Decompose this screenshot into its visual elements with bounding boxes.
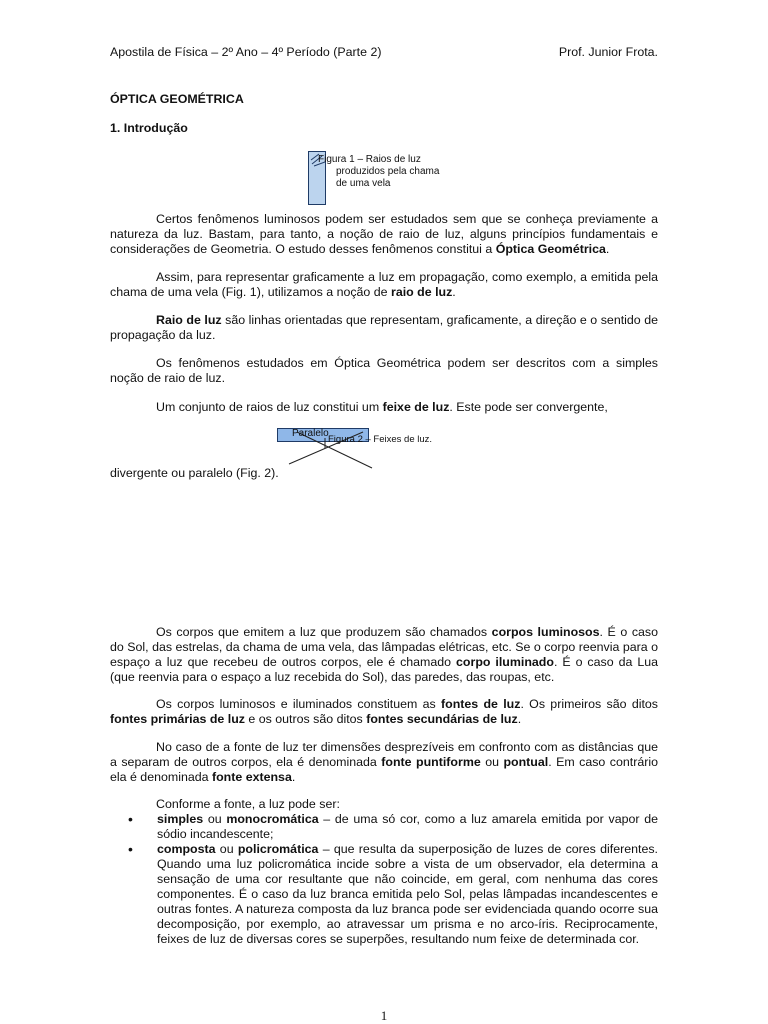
figure2-caption: Figura 2 – Feixes de luz. [328,434,433,445]
paragraph-5: Um conjunto de raios de luz constitui um feixe de luz. Este pode ser convergente, [156,400,608,414]
figure1-caption [318,154,452,190]
paragraph-8: No caso de a fonte de luz ter dimensões desprezíveis em confronto com as distâncias que a separam de outros corpos, ela é denominada fonte puntiforme ou pontual. Em caso contrário ela é denominada fonte extensa. [110,740,658,784]
bullet-icon: • [128,811,133,827]
paragraph-5-continued: divergente ou paralelo (Fig. 2). [110,466,279,480]
list-item: • simples ou monocromática – de uma só cor, como a luz amarela emitida por vapor de sódio incandescente; [128,811,658,841]
paragraph-2: Assim, para representar graficamente a luz em propagação, como exemplo, a emitida pela chama de uma vela (Fig. 1), utilizamos a noção de raio de luz. [110,270,658,299]
figure1-caption-line3: de uma vela [336,178,391,189]
figure1-caption-line1: Figura 1 – Raios de luz [318,154,421,165]
paragraph-6: Os corpos que emitem a luz que produzem são chamados corpos luminosos. É o caso do Sol, das estrelas, da chama de uma vela, das lâmpadas elétricas, etc. Se o corpo reenvia para o espaço a luz que recebeu de outros corpos, ele é chamado corpo iluminado. É o caso da Lua (que reenvia para o espaço a luz recebida do Sol), das paredes, das roupas, etc. [110,625,658,684]
list-item: • composta ou policromática – que resulta da superposição de luzes de cores diferentes. Quando uma luz policromática incide sobre a vista de um observador, ela determina a sensação de uma cor resultante que não coincide, em geral, com nenhuma das cores componentes. É o caso da luz branca emitida pelo Sol, pelas lâmpadas incandescentes e outras fontes. A natureza composta da luz branca pode ser evidenciada quando ocorre sua decomposição, por exemplo, ao atravessar um prisma e no arco-íris. Reciprocamente, feixes de luz de diversas cores se superpões, resultando num feixe de determinada cor. [128,841,659,946]
paragraph-3: Raio de luz são linhas orientadas que representam, graficamente, a direção e o sentido de propagação da luz. [110,313,658,342]
paragraph-4: Os fenômenos estudados em Óptica Geométrica podem ser descritos com a simples noção de raio de luz. [110,356,658,385]
paragraph-7: Os corpos luminosos e iluminados constituem as fontes de luz. Os primeiros são ditos fontes primárias de luz e os outros são ditos fontes secundárias de luz. [110,697,658,726]
paragraph-1: Certos fenômenos luminosos podem ser estudados sem que se conheça previamente a natureza da luz. Bastam, para tanto, a noção de raio de luz, alguns princípios fundamentais e considerações de Geometria. O estudo desses fenômenos constitui a Óptica Geométrica. [110,212,658,256]
page-number: 1 [380,1008,388,1023]
header-author: Prof. Junior Frota. [558,45,658,59]
section-heading: 1. Introdução [110,121,188,135]
light-types-list [110,812,658,947]
figure2-label: Paralelo [292,428,329,439]
bullet-icon: • [128,841,133,857]
paragraph-9: Conforme a fonte, a luz pode ser: [156,797,340,811]
figure1-caption-line2: produzidos pela chama [336,166,440,177]
page-title: ÓPTICA GEOMÉTRICA [110,92,244,106]
header-course-title: Apostila de Física – 2º Ano – 4º Período (Parte 2) [110,45,382,59]
